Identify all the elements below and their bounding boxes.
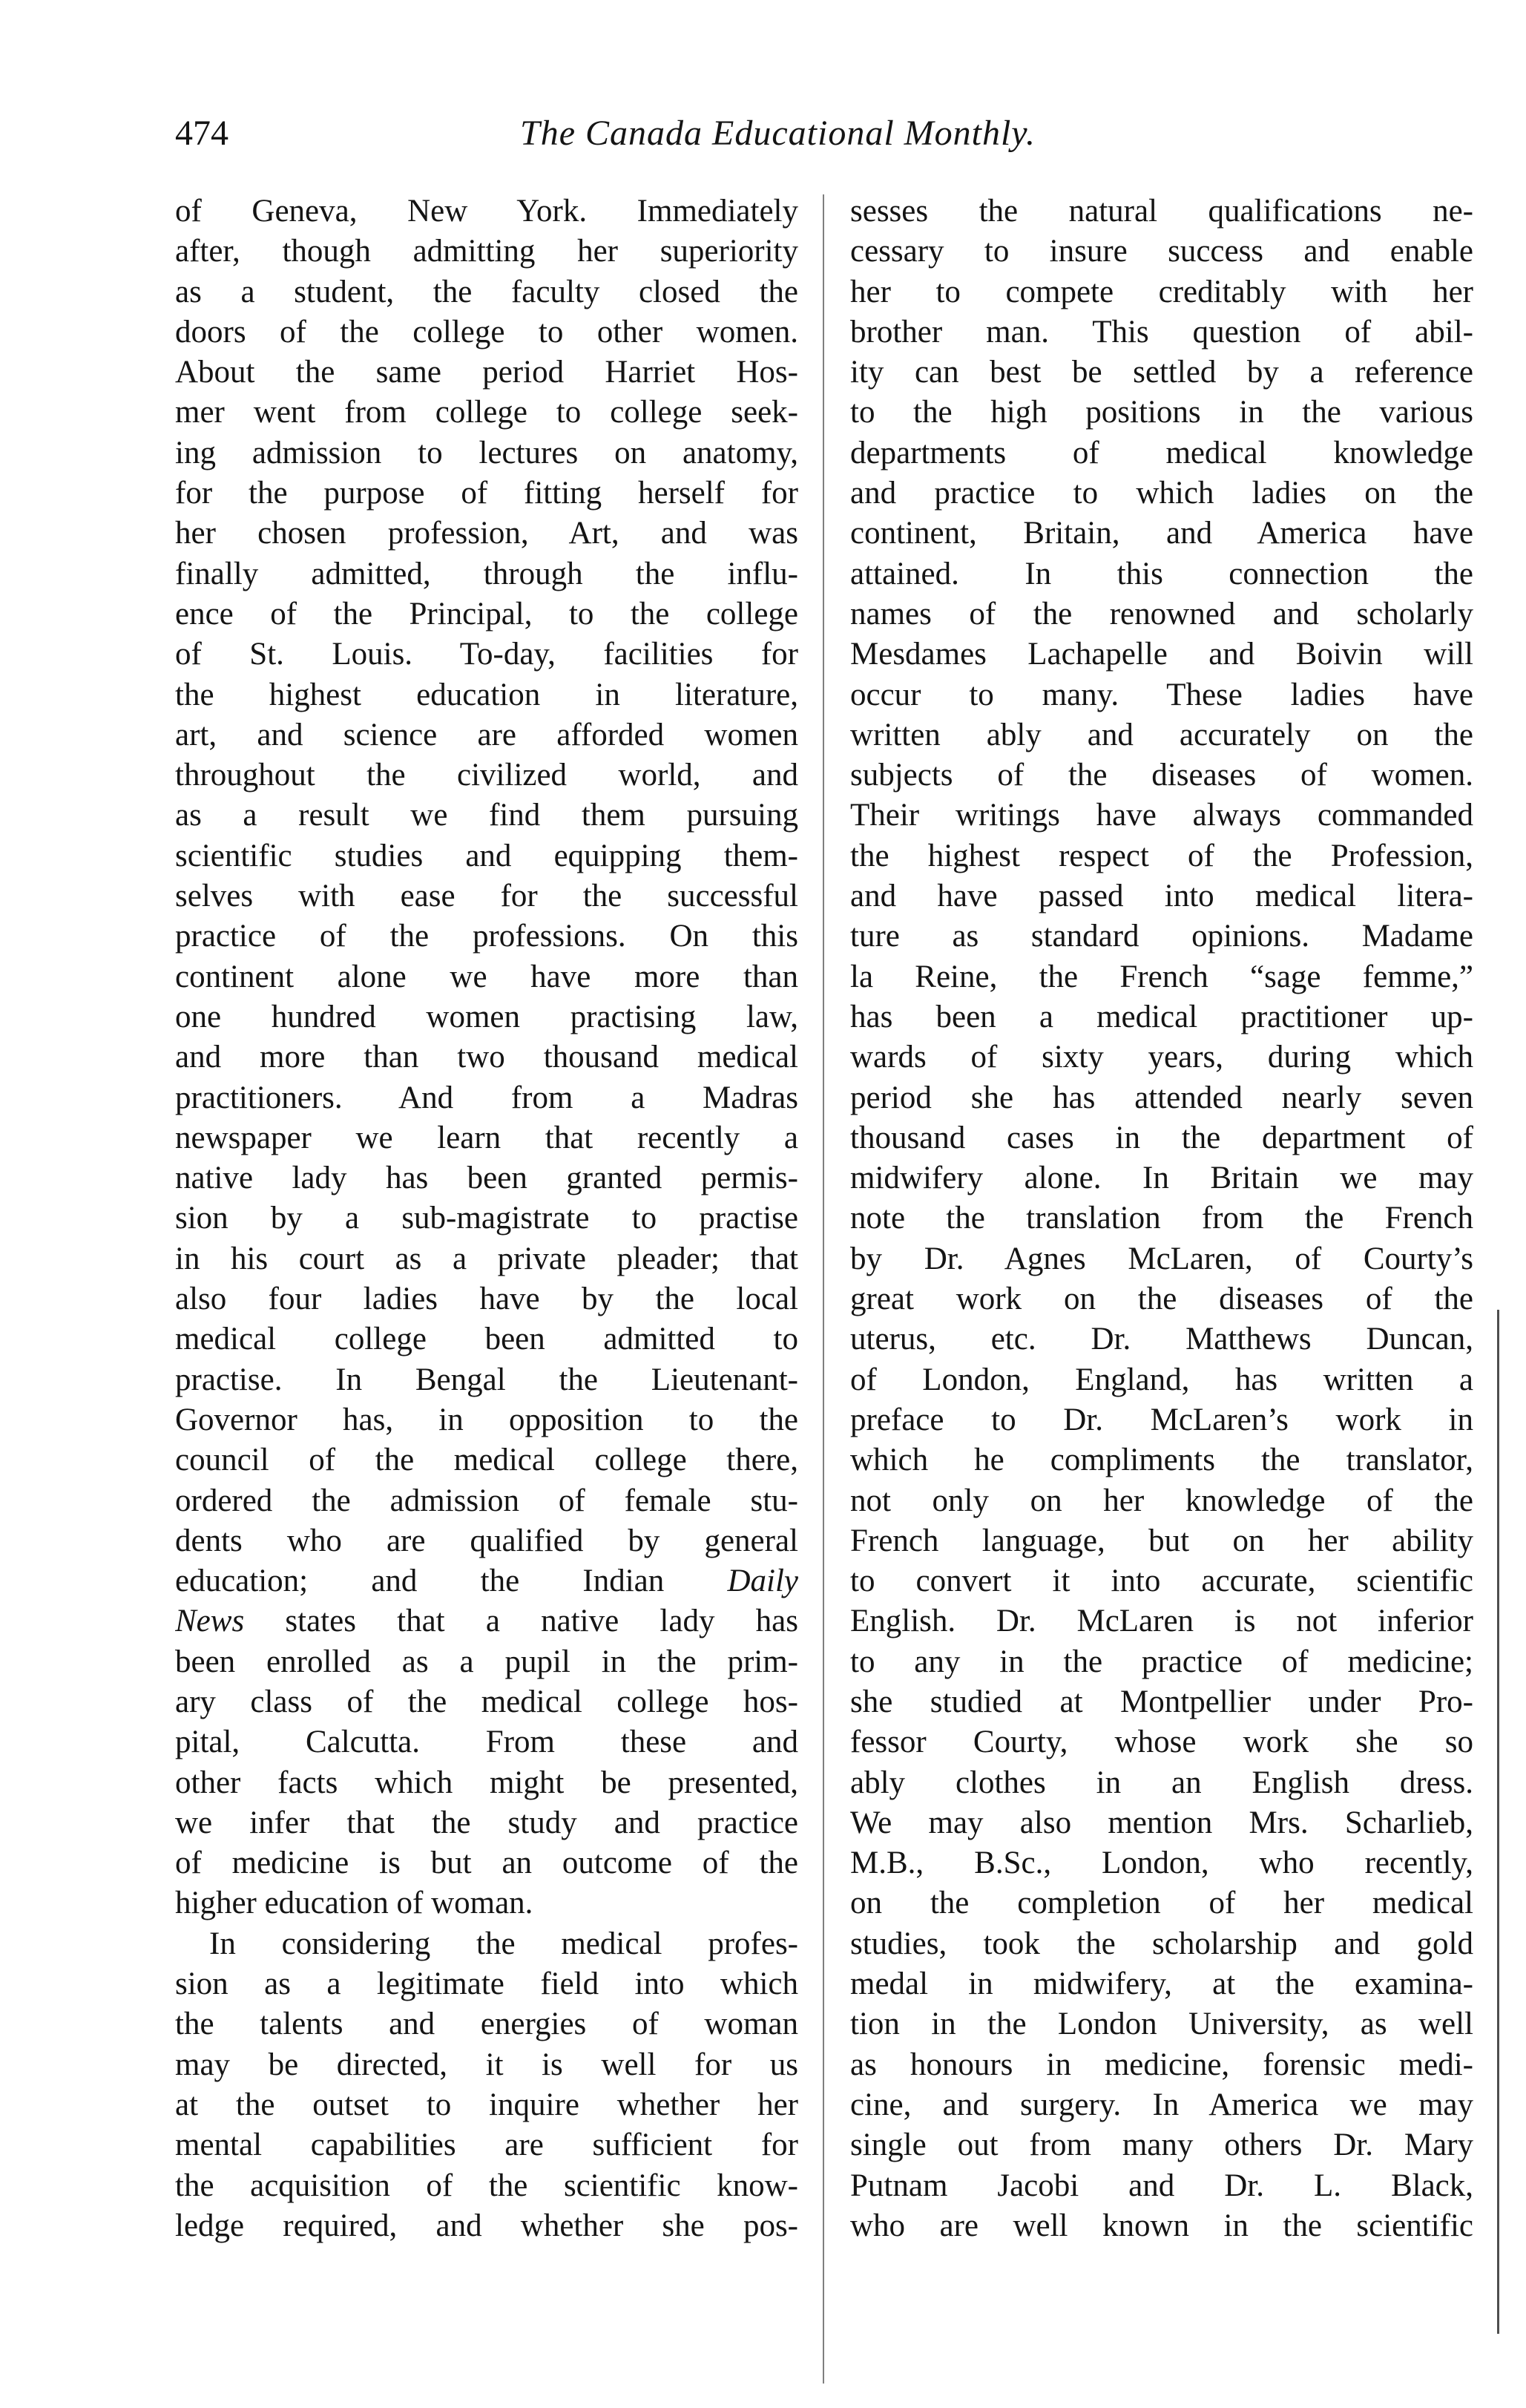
text-line: newspaper we learn that recently a <box>175 1120 798 1155</box>
text-line-with-italic <box>175 1601 798 1641</box>
text-line: Governor has, in opposition to the <box>175 1402 798 1437</box>
text-line: Their writings have always commanded <box>850 798 1473 833</box>
page-edge-line <box>1497 1310 1499 2334</box>
text-line: other facts which might be presented, <box>175 1765 798 1800</box>
running-header <box>175 113 1332 165</box>
text-line: throughout the civilized world, and <box>175 758 798 793</box>
text-line: brother man. This question of abil- <box>850 314 1473 350</box>
text-line: English. Dr. McLaren is not inferior <box>850 1604 1473 1639</box>
text-line: to convert it into accurate, scientific <box>850 1564 1473 1599</box>
text-line: on the completion of her medical <box>850 1886 1473 1921</box>
text-line: thousand cases in the department of <box>850 1120 1473 1155</box>
text-line: of St. Louis. To-day, facilities for <box>175 637 798 672</box>
text-line: has been a medical practitioner up- <box>850 999 1473 1034</box>
paragraph-start-line: In considering the medical profes- <box>209 1926 798 1961</box>
text-line: About the same period Harriet Hos- <box>175 355 798 390</box>
text-line: cessary to insure success and enable <box>850 234 1473 269</box>
text-line: cine, and surgery. In America we may <box>850 2087 1473 2122</box>
text-line: tion in the London University, as well <box>850 2007 1473 2042</box>
text-line: as a student, the faculty closed the <box>175 274 798 309</box>
text-line: sion by a sub-magistrate to practise <box>175 1201 798 1236</box>
text-line: medal in midwifery, at the examina- <box>850 1966 1473 2002</box>
text-line: art, and science are afforded women <box>175 717 798 752</box>
text-line: French language, but on her ability <box>850 1523 1473 1558</box>
text-segment: states that a native lady has <box>244 1604 798 1639</box>
text-line: at the outset to inquire whether her <box>175 2087 798 2122</box>
text-line: and have passed into medical litera- <box>850 879 1473 914</box>
text-line: ary class of the medical college hos- <box>175 1684 798 1719</box>
page-number: 474 <box>175 114 228 153</box>
text-line: her to compete creditably with her <box>850 274 1473 309</box>
text-line: may be directed, it is well for us <box>175 2047 798 2082</box>
text-line: sesses the natural qualifications ne- <box>850 194 1473 229</box>
text-line: fessor Courty, whose work she so <box>850 1725 1473 1760</box>
text-line: and practice to which ladies on the <box>850 476 1473 511</box>
text-line: written ably and accurately on the <box>850 717 1473 752</box>
text-line: who are well known in the scientific <box>850 2208 1473 2243</box>
right-column <box>850 191 1473 2373</box>
text-line: in his court as a private pleader; that <box>175 1241 798 1276</box>
text-line: been enrolled as a pupil in the prim- <box>175 1644 798 1679</box>
text-line: to any in the practice of medicine; <box>850 1644 1473 1679</box>
text-line: dents who are qualified by general <box>175 1523 798 1558</box>
text-line: continent alone we have more than <box>175 959 798 994</box>
text-line: departments of medical knowledge <box>850 435 1473 470</box>
text-line: Putnam Jacobi and Dr. L. Black, <box>850 2168 1473 2203</box>
text-line: M.B., B.Sc., London, who recently, <box>850 1846 1473 1881</box>
text-line: after, though admitting her superiority <box>175 234 798 269</box>
text-line: studies, took the scholarship and gold <box>850 1926 1473 1961</box>
text-line: period she has attended nearly seven <box>850 1080 1473 1115</box>
text-line: note the translation from the French <box>850 1201 1473 1236</box>
text-line: medical college been admitted to <box>175 1322 798 1357</box>
text-line: great work on the diseases of the <box>850 1282 1473 1317</box>
text-line: la Reine, the French “sage femme,” <box>850 959 1473 994</box>
text-line: which he compliments the translator, <box>850 1443 1473 1478</box>
text-line: as a result we find them pursuing <box>175 798 798 833</box>
italic-text: News <box>175 1604 245 1639</box>
left-column <box>175 191 798 2373</box>
text-line: higher education of woman. <box>175 1886 533 1921</box>
text-segment: education; and the Indian <box>175 1564 665 1599</box>
text-line: of London, England, has written a <box>850 1362 1473 1397</box>
text-line: attained. In this connection the <box>850 556 1473 591</box>
text-line: ordered the admission of female stu- <box>175 1483 798 1518</box>
text-line: practitioners. And from a Madras <box>175 1080 798 1115</box>
running-title: The Canada Educational Monthly. <box>520 114 1036 153</box>
text-line: preface to Dr. McLaren’s work in <box>850 1402 1473 1437</box>
text-line: names of the renowned and scholarly <box>850 596 1473 631</box>
italic-text: Daily <box>727 1564 798 1599</box>
text-line: she studied at Montpellier under Pro- <box>850 1684 1473 1719</box>
text-line: one hundred women practising law, <box>175 999 798 1034</box>
text-line: also four ladies have by the local <box>175 1282 798 1317</box>
text-line: single out from many others Dr. Mary <box>850 2127 1473 2163</box>
text-line: council of the medical college there, <box>175 1443 798 1478</box>
text-line: pital, Calcutta. From these and <box>175 1725 798 1760</box>
text-line: subjects of the diseases of women. <box>850 758 1473 793</box>
text-line: wards of sixty years, during which <box>850 1040 1473 1075</box>
text-line: ture as standard opinions. Madame <box>850 919 1473 954</box>
text-line: of Geneva, New York. Immediately <box>175 194 798 229</box>
text-line: scientific studies and equipping them- <box>175 838 798 873</box>
text-line: uterus, etc. Dr. Matthews Duncan, <box>850 1322 1473 1357</box>
text-line: not only on her knowledge of the <box>850 1483 1473 1518</box>
column-divider <box>823 194 824 2384</box>
text-line: as honours in medicine, forensic medi- <box>850 2047 1473 2082</box>
text-line: the talents and energies of woman <box>175 2007 798 2042</box>
text-line: her chosen profession, Art, and was <box>175 516 798 551</box>
text-line: ity can best be settled by a reference <box>850 355 1473 390</box>
text-line: practise. In Bengal the Lieutenant- <box>175 1362 798 1397</box>
text-line: ence of the Principal, to the college <box>175 596 798 631</box>
text-line: mental capabilities are sufficient for <box>175 2127 798 2163</box>
text-line: the highest respect of the Profession, <box>850 838 1473 873</box>
text-line: We may also mention Mrs. Scharlieb, <box>850 1805 1473 1840</box>
text-line: midwifery alone. In Britain we may <box>850 1161 1473 1196</box>
text-line: doors of the college to other women. <box>175 314 798 350</box>
text-line: occur to many. These ladies have <box>850 677 1473 712</box>
text-line: the acquisition of the scientific know- <box>175 2168 798 2203</box>
text-line: the highest education in literature, <box>175 677 798 712</box>
text-line: we infer that the study and practice <box>175 1805 798 1840</box>
text-line: for the purpose of fitting herself for <box>175 476 798 511</box>
text-line: of medicine is but an outcome of the <box>175 1846 798 1881</box>
text-line: ing admission to lectures on anatomy, <box>175 435 798 470</box>
text-line: continent, Britain, and America have <box>850 516 1473 551</box>
text-line: and more than two thousand medical <box>175 1040 798 1075</box>
text-line: sion as a legitimate field into which <box>175 1966 798 2002</box>
text-line: ledge required, and whether she pos- <box>175 2208 798 2243</box>
text-line: practice of the professions. On this <box>175 919 798 954</box>
text-line: ably clothes in an English dress. <box>850 1765 1473 1800</box>
text-line: native lady has been granted permis- <box>175 1161 798 1196</box>
text-line: mer went from college to college seek- <box>175 395 798 430</box>
text-line-with-italic <box>175 1561 798 1601</box>
text-line: Mesdames Lachapelle and Boivin will <box>850 637 1473 672</box>
text-line: finally admitted, through the influ- <box>175 556 798 591</box>
text-line: selves with ease for the successful <box>175 879 798 914</box>
text-line: by Dr. Agnes McLaren, of Courty’s <box>850 1241 1473 1276</box>
text-line: to the high positions in the various <box>850 395 1473 430</box>
